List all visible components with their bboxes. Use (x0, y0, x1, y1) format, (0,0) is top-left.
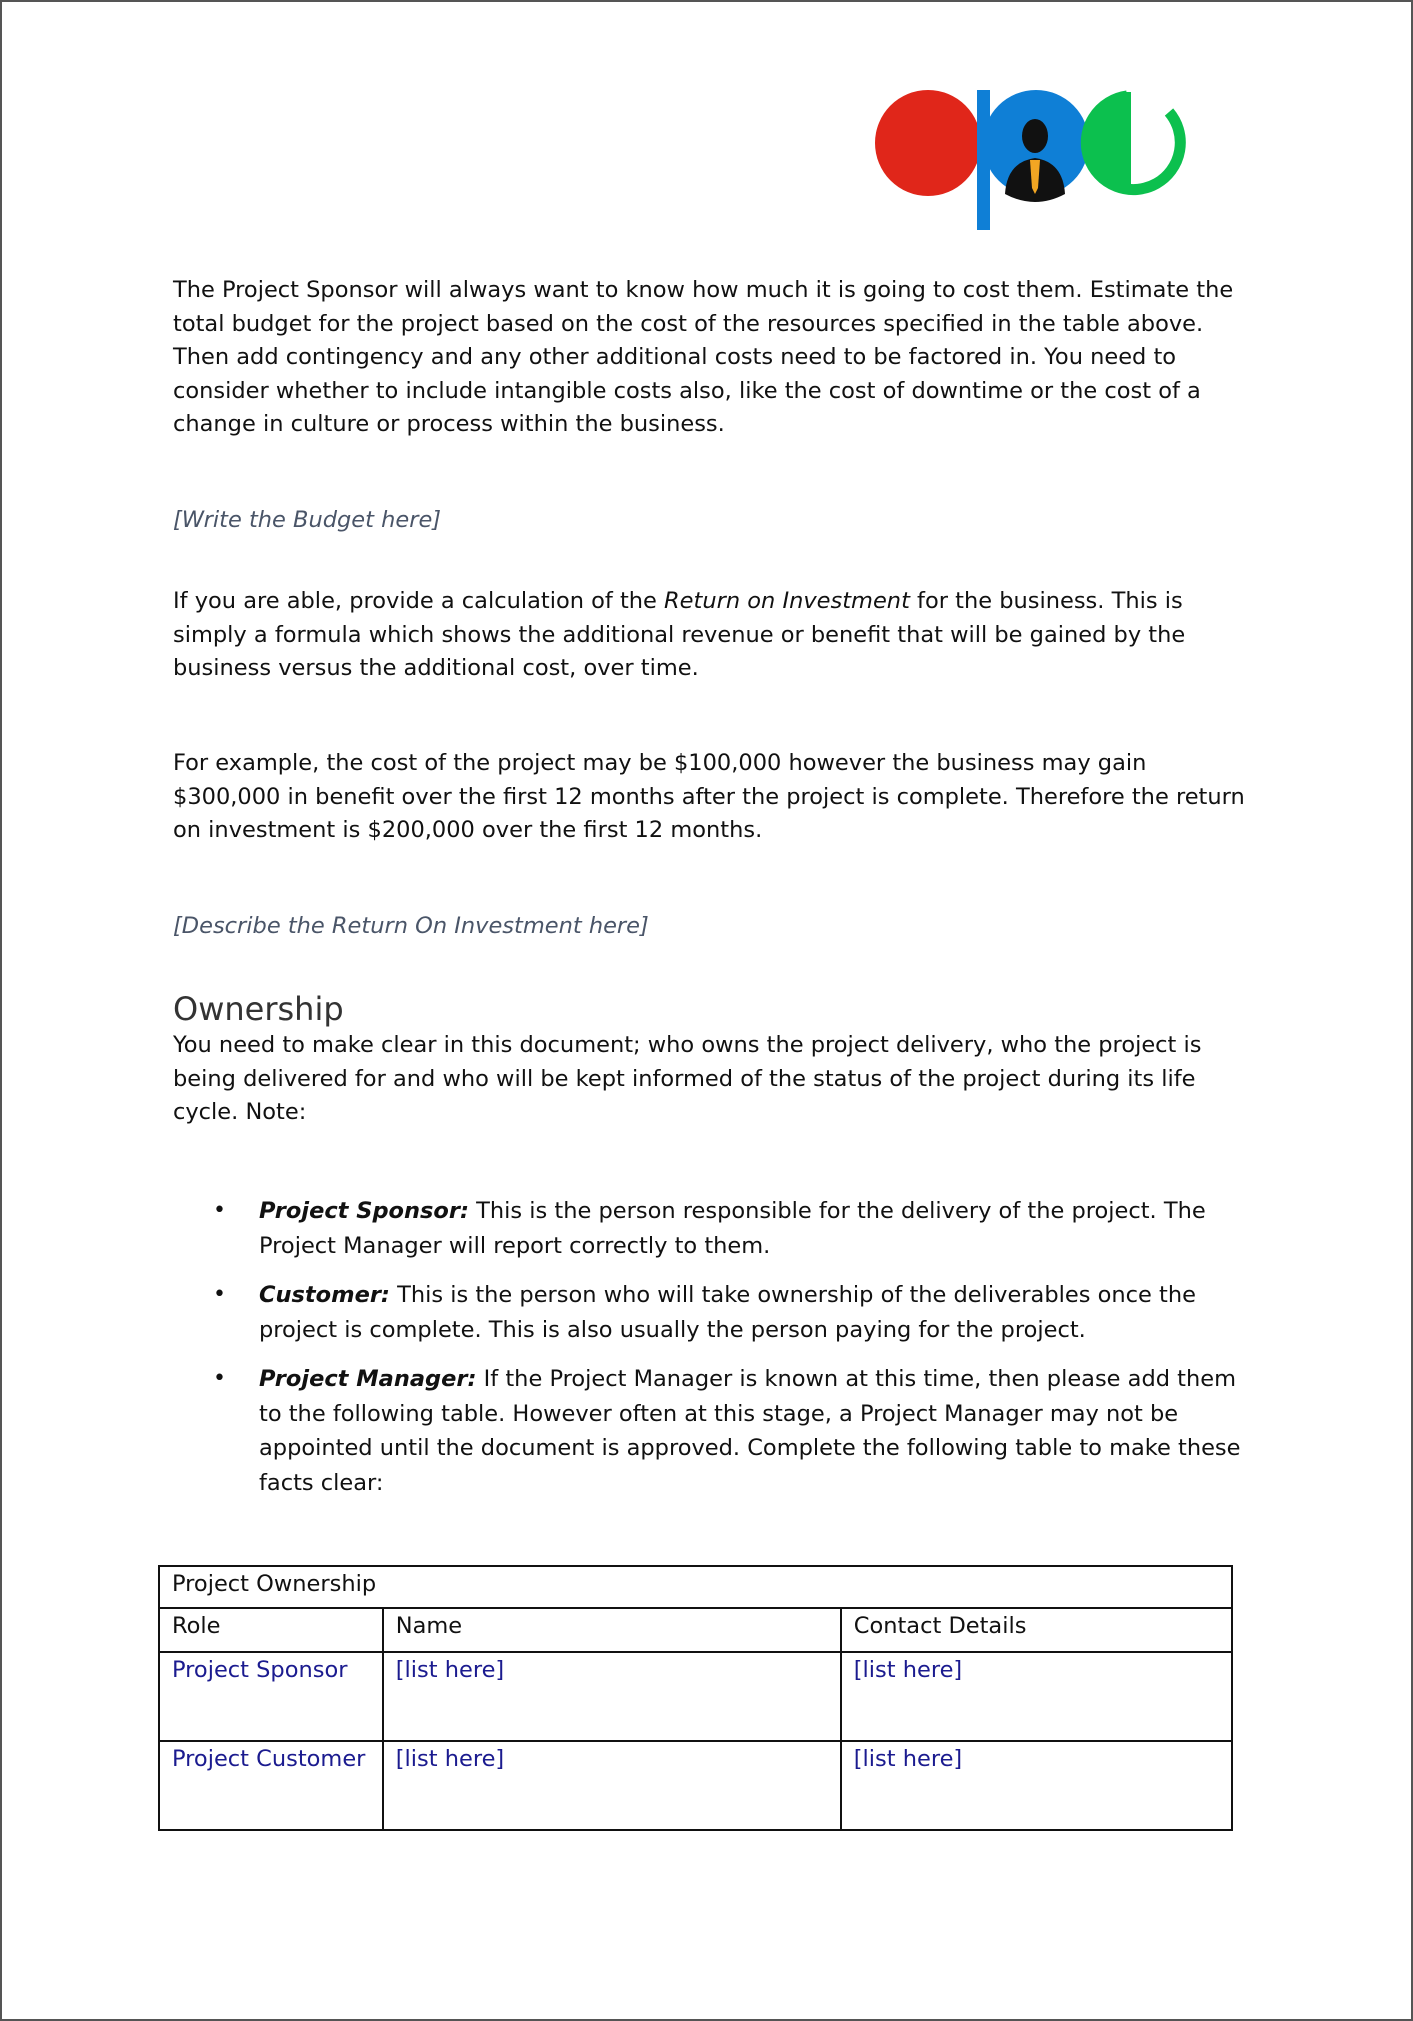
bullet-project-manager (213, 1362, 1263, 1500)
roi-example: For example, the cost of the project may be $100,000 however the business may gain $300,000 in benefit over the first 12 months after the project is complete. Therefore the return on investment is $200,000 over the first 12 months. (173, 750, 1245, 843)
cell-contact[interactable]: [list here] (841, 1652, 1232, 1741)
header-name: Name (383, 1608, 841, 1652)
roi-text-after: for the business. This is simply a formula which shows the additional revenue or benefit that will be gained by the business versus the additional cost, over time. (173, 588, 1186, 681)
table-title-row (159, 1566, 1232, 1608)
bullet-term: Project Manager: (259, 1366, 477, 1392)
roi-placeholder[interactable]: [Describe the Return On Investment here] (173, 913, 649, 939)
ownership-bullet-list (213, 1194, 1263, 1515)
logo-red-circle (875, 90, 981, 196)
ownership-heading: Ownership (173, 990, 344, 1028)
cell-contact[interactable]: [list here] (841, 1741, 1232, 1830)
roi-term: Return on Investment (664, 588, 910, 614)
header-role: Role (159, 1608, 383, 1652)
bullet-text: This is the person responsible for the delivery of the project. The Project Manager will report correctly to them. (259, 1198, 1206, 1259)
logo-blue-bar (977, 90, 990, 230)
cell-name[interactable]: [list here] (383, 1652, 841, 1741)
budget-placeholder[interactable]: [Write the Budget here] (173, 507, 442, 533)
table-row (159, 1652, 1232, 1741)
bullet-icon: • (213, 1282, 226, 1307)
bullet-text: This is the person who will take ownership of the deliverables once the project is complete. This is also usually the person paying for the project. (259, 1282, 1196, 1343)
table-title: Project Ownership (159, 1566, 1232, 1608)
cell-name[interactable]: [list here] (383, 1741, 841, 1830)
header-contact: Contact Details (841, 1608, 1232, 1652)
cell-role[interactable]: Project Customer (159, 1741, 383, 1830)
logo-green-bar (1121, 92, 1131, 190)
budget-intro: The Project Sponsor will always want to know how much it is going to cost them. Estimate the total budget for the project based on the cost of the resources specified in the table above. Then add contingency and any other additional costs need to be factored in. You need to consider whether to include intangible costs also, like the cost of downtime or the cost of a change in culture or process within the business. (173, 277, 1234, 437)
table-header-row (159, 1608, 1232, 1652)
bullet-text: If the Project Manager is known at this time, then please add them to the following table. However often at this stage, a Project Manager may not be appointed until the document is approved. Complete the following table to make these facts clear: (259, 1366, 1241, 1496)
roi-text-before: If you are able, provide a calculation of the (173, 588, 665, 614)
bullet-term: Project Sponsor: (259, 1198, 469, 1224)
bullet-term: Customer: (259, 1282, 390, 1308)
cell-role[interactable]: Project Sponsor (159, 1652, 383, 1741)
bullet-project-sponsor (213, 1194, 1263, 1263)
bullet-icon: • (213, 1198, 226, 1223)
table-row (159, 1741, 1232, 1830)
company-logo (872, 84, 1192, 234)
project-ownership-table (158, 1565, 1233, 1831)
bullet-icon: • (213, 1366, 226, 1391)
bullet-customer (213, 1278, 1263, 1347)
ownership-intro: You need to make clear in this document; who owns the project delivery, who the project is being delivered for and who will be kept informed of the status of the project during its life cycle. Note: (173, 1032, 1202, 1125)
roi-paragraph (173, 585, 1253, 686)
